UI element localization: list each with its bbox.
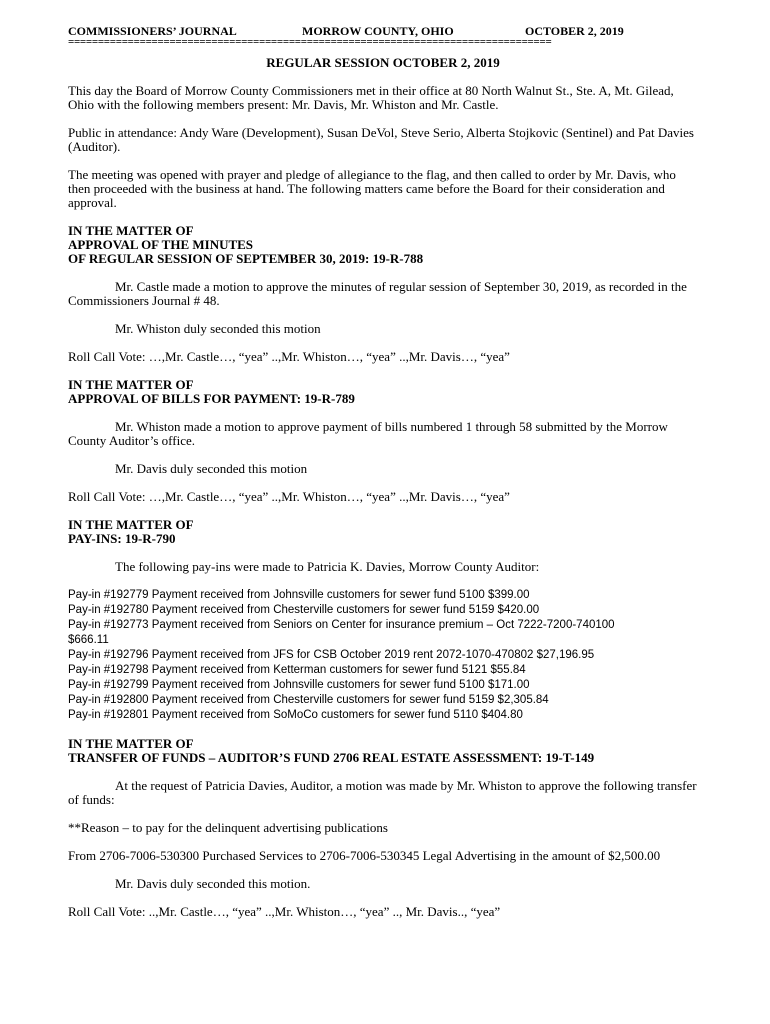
section-heading-line: OF REGULAR SESSION OF SEPTEMBER 30, 2019: 19-R-788 xyxy=(68,251,424,266)
section-heading-line: APPROVAL OF BILLS FOR PAYMENT: 19-R-789 xyxy=(68,391,355,406)
pay-in-line: Pay-in #192796 Payment received from JFS for CSB October 2019 rent 2072-1070-470802 $27,196.95 xyxy=(68,649,595,661)
section-heading-line: IN THE MATTER OF xyxy=(68,377,194,392)
header-divider: ================================================================================= xyxy=(68,38,552,46)
header-date: OCTOBER 2, 2019 xyxy=(525,24,624,38)
section-transfer-of-funds xyxy=(68,737,698,919)
section-minutes-approval xyxy=(68,224,698,364)
roll-call-vote: Roll Call Vote: ..,Mr. Castle…, “yea” ..,Mr. Whiston…, “yea” .., Mr. Davis.., “yea” xyxy=(68,904,501,919)
transfer-details: From 2706-7006-530300 Purchased Services to 2706-7006-530345 Legal Advertising in the amount of $2,500.00 xyxy=(68,848,661,863)
section-bills-payment xyxy=(68,378,698,504)
second-text: Mr. Whiston duly seconded this motion xyxy=(115,321,321,336)
pay-in-line: Pay-in #192799 Payment received from Johnsville customers for sewer fund 5100 $171.00 xyxy=(68,679,530,691)
motion-text: At the request of Patricia Davies, Auditor, a motion was made by Mr. Whiston to approve the following transfer of funds: xyxy=(68,778,697,807)
pay-in-line: Pay-in #192798 Payment received from Ketterman customers for sewer fund 5121 $55.84 xyxy=(68,664,526,676)
journal-page xyxy=(68,22,698,919)
journal-header xyxy=(68,22,698,38)
pay-in-line: Pay-in #192773 Payment received from Seniors on Center for insurance premium – Oct 7222-7200-740100 xyxy=(68,619,615,631)
motion-text: Mr. Whiston made a motion to approve payment of bills numbered 1 through 58 submitted by the Morrow County Auditor’s office. xyxy=(68,419,668,448)
pay-ins-list xyxy=(68,588,698,723)
transfer-reason: **Reason – to pay for the delinquent advertising publications xyxy=(68,820,388,835)
second-text: Mr. Davis duly seconded this motion. xyxy=(115,876,311,891)
intro-public-attendance: Public in attendance: Andy Ware (Development), Susan DeVol, Steve Serio, Alberta Stojkovic (Sentinel) and Pat Davies (Auditor). xyxy=(68,125,694,154)
section-heading-line: PAY-INS: 19-R-790 xyxy=(68,531,176,546)
section-heading-line: TRANSFER OF FUNDS – AUDITOR’S FUND 2706 REAL ESTATE ASSESSMENT: 19-T-149 xyxy=(68,750,595,765)
roll-call-vote: Roll Call Vote: …,Mr. Castle…, “yea” ..,Mr. Whiston…, “yea” ..,Mr. Davis…, “yea” xyxy=(68,489,510,504)
pay-ins-intro: The following pay-ins were made to Patricia K. Davies, Morrow County Auditor: xyxy=(115,559,540,574)
intro-opening: The meeting was opened with prayer and pledge of allegiance to the flag, and then called to order by Mr. Davis, who then proceeded with the business at hand. The following matters came before the Board for their consideration and approval. xyxy=(68,167,676,210)
session-title: REGULAR SESSION OCTOBER 2, 2019 xyxy=(266,55,500,70)
section-heading-line: APPROVAL OF THE MINUTES xyxy=(68,237,254,252)
pay-in-line: Pay-in #192780 Payment received from Chesterville customers for sewer fund 5159 $420.00 xyxy=(68,604,540,616)
intro-attendance-members: This day the Board of Morrow County Commissioners met in their office at 80 North Walnut St., Ste. A, Mt. Gilead, Ohio with the following members present: Mr. Davis, Mr. Whiston and Mr. Castle. xyxy=(68,83,674,112)
roll-call-vote: Roll Call Vote: …,Mr. Castle…, “yea” ..,Mr. Whiston…, “yea” ..,Mr. Davis…, “yea” xyxy=(68,349,510,364)
motion-text: Mr. Castle made a motion to approve the minutes of regular session of September 30, 2019, as recorded in the Commissioners Journal # 48. xyxy=(68,279,687,308)
header-journal-name: COMMISSIONERS’ JOURNAL xyxy=(68,24,237,38)
header-county: MORROW COUNTY, OHIO xyxy=(302,24,454,38)
section-heading-line: IN THE MATTER OF xyxy=(68,517,194,532)
pay-in-line: Pay-in #192800 Payment received from Chesterville customers for sewer fund 5159 $2,305.84 xyxy=(68,694,549,706)
pay-in-line: Pay-in #192779 Payment received from Johnsville customers for sewer fund 5100 $399.00 xyxy=(68,589,530,601)
section-heading-line: IN THE MATTER OF xyxy=(68,223,194,238)
pay-in-line: $666.11 xyxy=(68,634,109,646)
section-heading-line: IN THE MATTER OF xyxy=(68,736,194,751)
section-pay-ins xyxy=(68,518,698,723)
pay-in-line: Pay-in #192801 Payment received from SoMoCo customers for sewer fund 5110 $404.80 xyxy=(68,709,523,721)
second-text: Mr. Davis duly seconded this motion xyxy=(115,461,308,476)
